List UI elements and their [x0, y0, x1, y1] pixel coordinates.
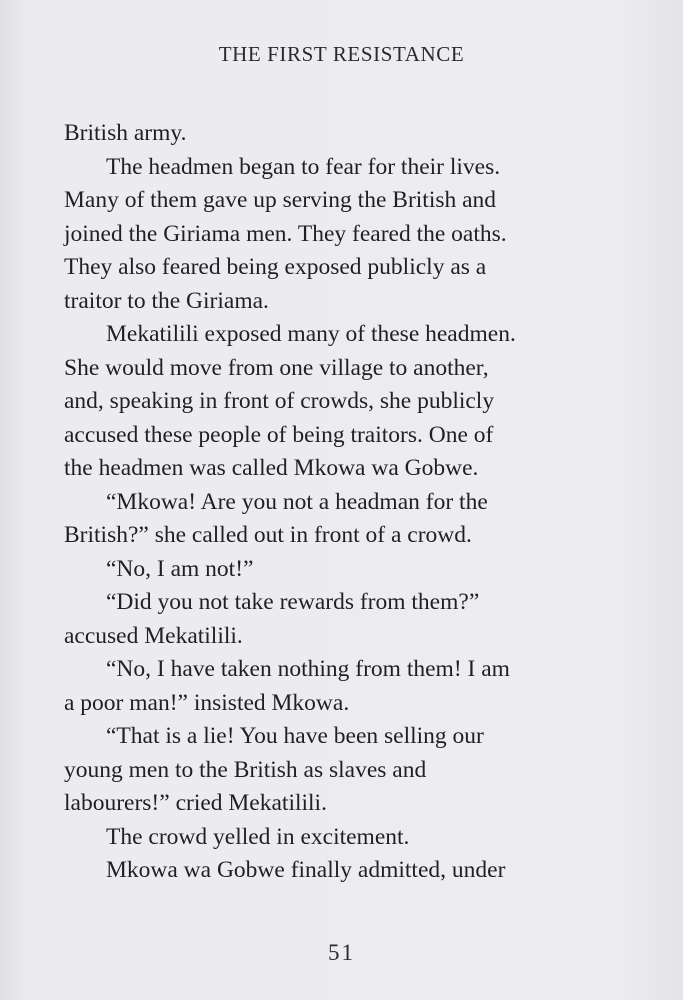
text-line: They also feared being exposed publicly as a: [64, 254, 487, 280]
text-line: The headmen began to fear for their lives.: [106, 153, 501, 180]
text-line: labourers!” cried Mekatilili.: [64, 790, 327, 816]
text-line: and, speaking in front of crowds, she publicly: [64, 388, 495, 414]
text-line: “Mkowa! Are you not a headman for the: [106, 488, 488, 515]
page-number: 51: [328, 940, 355, 965]
text-line: The crowd yelled in excitement.: [106, 823, 410, 850]
text-line: the headmen was called Mkowa wa Gobwe.: [64, 455, 479, 481]
text-line: British?” she called out in front of a crowd.: [64, 522, 472, 548]
text-line: accused Mekatilili.: [64, 622, 243, 649]
text-line: joined the Giriama men. They feared the oaths.: [64, 220, 507, 247]
running-head: THE FIRST RESISTANCE: [218, 42, 465, 66]
text-line: British army.: [64, 120, 187, 146]
text-line: young men to the British as slaves and: [64, 756, 427, 783]
text-line: “That is a lie! You have been selling our: [106, 723, 484, 749]
text-line: “No, I have taken nothing from them! I am: [106, 656, 510, 682]
text-line: traitor to the Giriama.: [64, 287, 269, 314]
body-text: [64, 117, 584, 888]
text-line: Mkowa wa Gobwe finally admitted, under: [106, 857, 506, 883]
text-line: “Did you not take rewards from them?”: [106, 589, 480, 615]
text-line: She would move from one village to another,: [64, 354, 489, 381]
text-line: Many of them gave up serving the British and: [64, 187, 497, 213]
text-line: “No, I am not!”: [106, 555, 254, 582]
text-line: accused these people of being traitors. One of: [64, 421, 494, 448]
text-line: a poor man!” insisted Mkowa.: [64, 689, 350, 716]
text-line: Mekatilili exposed many of these headmen.: [106, 321, 516, 347]
